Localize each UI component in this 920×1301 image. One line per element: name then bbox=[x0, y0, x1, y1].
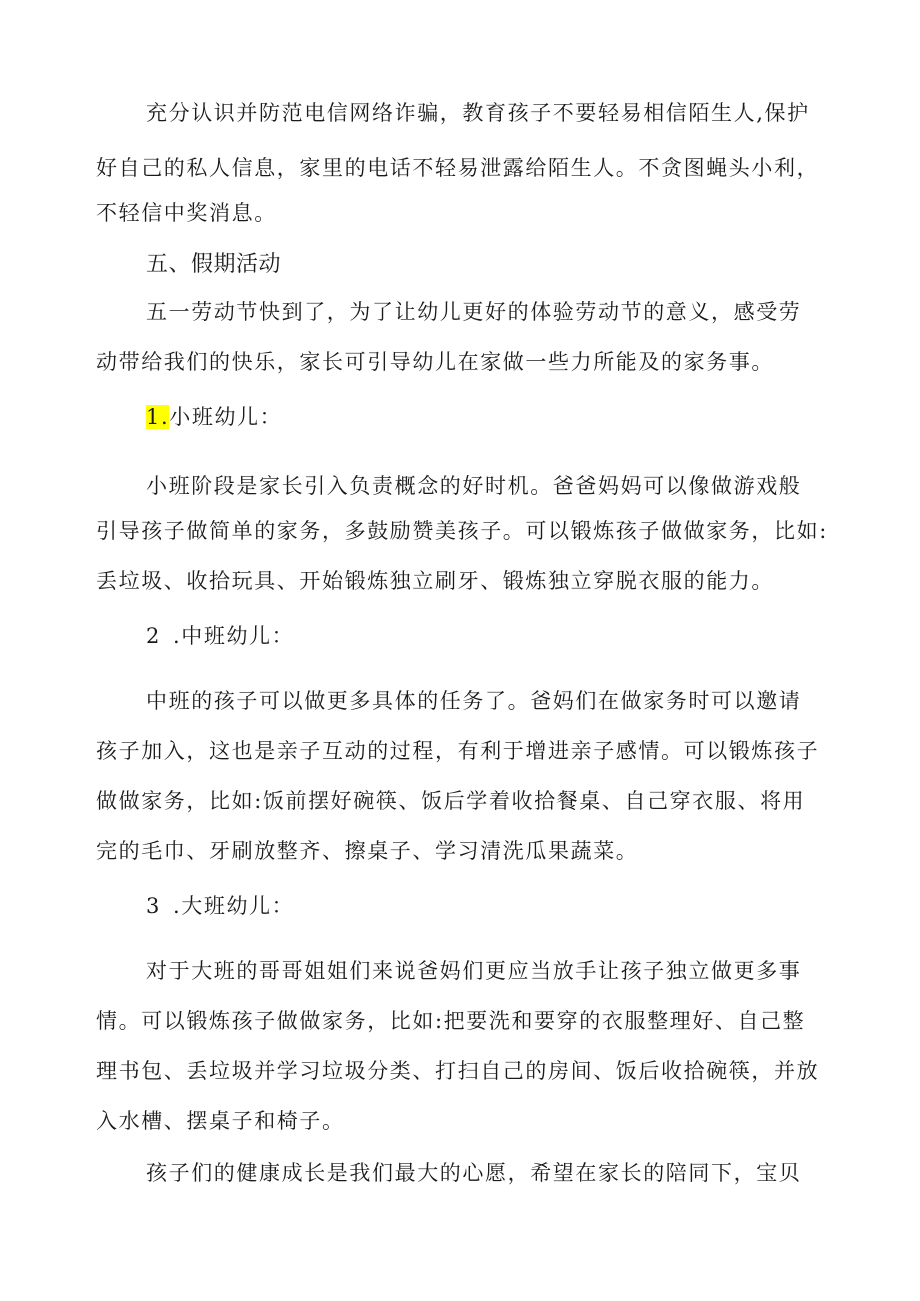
item-large-line-4: 入水槽、摆桌子和椅子。 bbox=[96, 1109, 345, 1133]
item-small-line-3: 丢垃圾、收拾玩具、开始锻炼独立刷牙、锻炼独立穿脱衣服的能力。 bbox=[96, 569, 774, 593]
item-small-line-1: 小班阶段是家长引入负责概念的好时机。爸爸妈妈可以像做游戏般 bbox=[146, 474, 802, 498]
paragraph-intro-line-2: 动带给我们的快乐，家长可引导幼儿在家做一些力所能及的家务事。 bbox=[96, 350, 774, 374]
item-small-title: 小班幼儿： bbox=[169, 405, 283, 429]
item-large-line-3: 理书包、丢垃圾并学习垃圾分类、打扫自己的房间、饭后收拾碗筷，并放 bbox=[96, 1059, 820, 1083]
item-middle-line-3: 做做家务，比如:饭前摆好碗筷、饭后学着收拾餐桌、自己穿衣服、将用 bbox=[96, 789, 806, 813]
item-small-line-2: 引导孩子做简单的家务，多鼓励赞美孩子。可以锻炼孩子做做家务，比如: bbox=[96, 519, 828, 543]
item-large-title: .大班幼儿： bbox=[172, 894, 295, 918]
item-middle-line-2: 孩子加入，这也是亲子互动的过程，有利于增进亲子感情。可以锻炼孩子 bbox=[96, 739, 820, 763]
item-small-heading bbox=[146, 402, 282, 432]
paragraph-intro-line-1: 五一劳动节快到了，为了让幼儿更好的体验劳动节的意义，感受劳 bbox=[146, 300, 802, 324]
paragraph-fraud-line-3: 不轻信中奖消息。 bbox=[96, 201, 277, 225]
item-large-line-1: 对于大班的哥哥姐姐们来说爸妈们更应当放手让孩子独立做更多事 bbox=[146, 959, 802, 983]
section-heading: 五、假期活动 bbox=[146, 252, 282, 277]
paragraph-fraud-line-1: 充分认识并防范电信网络诈骗，教育孩子不要轻易相信陌生人,保护 bbox=[146, 101, 810, 125]
item-middle-title: .中班幼儿： bbox=[172, 624, 295, 648]
paragraph-closing-line-1: 孩子们的健康成长是我们最大的心愿，希望在家长的陪同下，宝贝 bbox=[146, 1161, 802, 1185]
item-middle-line-4: 完的毛巾、牙刷放整齐、擦桌子、学习清洗瓜果蔬菜。 bbox=[96, 839, 639, 863]
item-large-heading bbox=[146, 891, 294, 921]
item-large-line-2: 情。可以锻炼孩子做做家务，比如:把要洗和要穿的衣服整理好、自己整 bbox=[96, 1009, 806, 1033]
item-middle-line-1: 中班的孩子可以做更多具体的任务了。爸妈们在做家务时可以邀请 bbox=[146, 689, 802, 713]
item-middle-heading bbox=[146, 621, 294, 651]
item-large-number: 3 bbox=[146, 894, 161, 918]
item-middle-number: 2 bbox=[146, 624, 161, 648]
paragraph-fraud-line-2: 好自己的私人信息，家里的电话不轻易泄露给陌生人。不贪图蝇头小利， bbox=[96, 156, 820, 180]
item-small-number: 1. bbox=[146, 405, 170, 429]
